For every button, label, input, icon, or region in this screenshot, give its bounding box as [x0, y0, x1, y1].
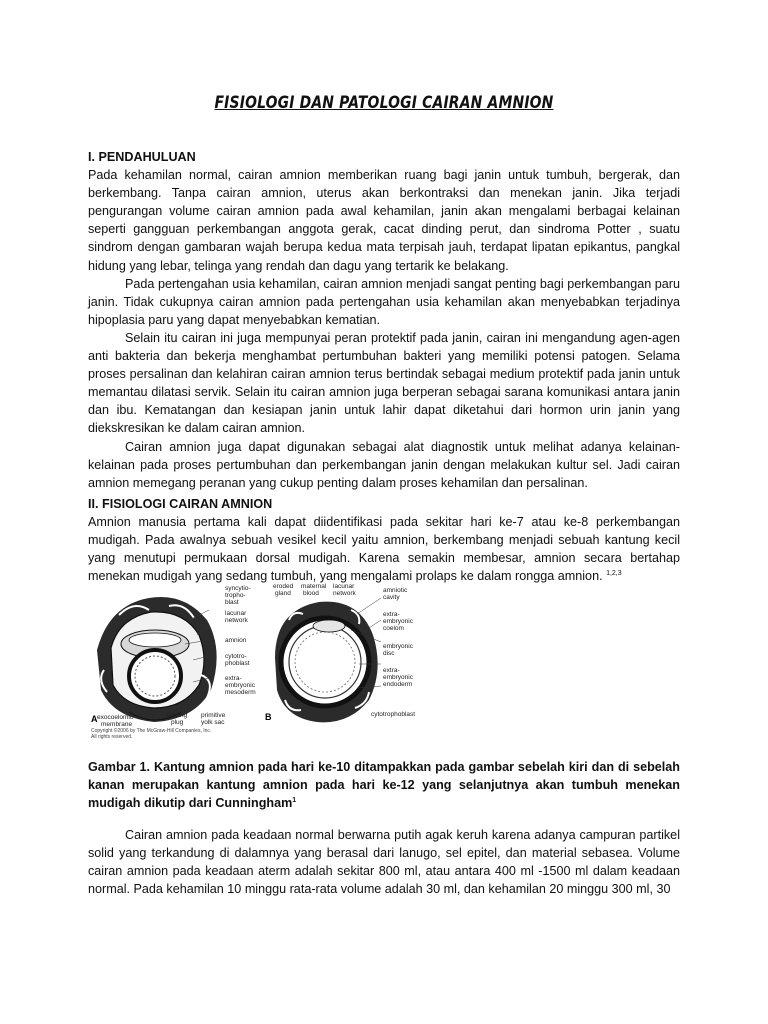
label-extraembryonic-endoderm: endoderm	[383, 681, 413, 688]
section-fisiologi	[88, 495, 680, 585]
section-heading-pendahuluan: I. PENDAHULUAN	[88, 150, 196, 164]
paragraph	[88, 513, 680, 585]
label-syncytiotrophoblast: tropho-	[225, 592, 246, 599]
label-exocoelomic-membrane: membrane	[101, 721, 133, 728]
paragraph: Pada kehamilan normal, cairan amnion memberikan ruang bagi janin untuk tumbuh, bergerak, dan berkembang. Tanpa cairan amnion, uterus akan berkontraksi dan menekan janin. Jika terjadi pengurangan volume cairan amnion pada awal kehamilan, janin akan mengalami berbagai kelainan seperti gangguan perkembangan anggota gerak, cacat dinding perut, dan sindroma Potter , suatu sindrom dengan gambaran wajah berupa kedua mata terpisah jauh, terdapat lipatan epikantus, pangkal hidung yang lebar, telinga yang rendah dan dagu yang tertarik ke belakang.	[88, 168, 680, 273]
document-title: FISIOLOGI DAN PATOLOGI CAIRAN AMNION	[214, 93, 554, 113]
label-syncytiotrophoblast: blast	[225, 599, 239, 606]
label-lacunar-network: network	[333, 590, 356, 597]
figure-rights: All rights reserved.	[91, 734, 133, 740]
label-lacunar-network: lacunar	[333, 583, 355, 590]
amnion-diagram	[89, 580, 461, 740]
label-extraembryonic-coelom: extra-	[383, 611, 400, 618]
label-extraembryonic-endoderm: embryonic	[383, 674, 413, 681]
label-primitive-yolk-sac: primitive	[201, 712, 226, 719]
label-eroded-gland: eroded	[273, 583, 294, 590]
panel-a-letter: A	[91, 714, 98, 724]
label-maternal-blood: maternal	[301, 583, 327, 590]
panel-a	[91, 585, 256, 728]
label-extraembryonic-mesoderm: extra-	[225, 675, 242, 682]
label-extraembryonic-mesoderm: mesoderm	[225, 689, 256, 696]
panel-b	[265, 583, 415, 722]
label-cytotrophoblast: cytotrophoblast	[371, 711, 416, 718]
figure-copyright: Copyright ©2006 by The McGraw-Hill Companies, Inc.	[91, 728, 212, 734]
label-exocoelomic-membrane: exocoelomic	[97, 714, 134, 721]
label-cytotrophoblast: cytotro-	[225, 653, 247, 660]
label-lacunar-network: network	[225, 617, 248, 624]
label-maternal-blood: blood	[303, 590, 319, 597]
panel-b-letter: B	[265, 712, 272, 722]
label-embryonic-disc: embryonic	[383, 643, 413, 650]
section-heading-fisiologi: II. FISIOLOGI CAIRAN AMNION	[88, 497, 273, 511]
figure-caption	[88, 758, 680, 812]
label-closing-plug: plug	[171, 719, 184, 726]
paragraph: Cairan amnion juga dapat digunakan sebagai alat diagnostik untuk melihat adanya kelainan-kelainan pada proses pertumbuhan dan perkembangan janin dengan melakukan kultur sel. Jadi cairan amnion memegang peranan yang cukup penting dalam proses kehamilan dan persalinan.	[88, 439, 680, 490]
amnion-diagram-figure	[89, 580, 461, 740]
label-syncytiotrophoblast: syncytio-	[225, 585, 251, 592]
label-primitive-yolk-sac: yolk sac	[201, 719, 225, 726]
label-cytotrophoblast: phoblast	[225, 660, 250, 667]
caption-text: Gambar 1. Kantung amnion pada hari ke-10 ditampakkan pada gambar sebelah kiri dan di sebelah kanan merupakan kantung amnion pada hari ke-12 yang selanjutnya akan tumbuh menekan mudigah dikutip dari Cunningham	[88, 760, 680, 811]
label-embryonic-disc: disc	[383, 650, 395, 657]
label-extraembryonic-coelom: embryonic	[383, 618, 413, 625]
paragraph: Cairan amnion pada keadaan normal berwarna putih agak keruh karena adanya campuran partikel solid yang terkandung di dalamnya yang berasal dari lanugo, sel epitel, dan material sebasea. Volume cairan amnion pada keadaan aterm adalah sekitar 800 ml, atau antara 400 ml -1500 ml dalam keadaan normal. Pada kehamilan 10 minggu rata-rata volume adalah 30 ml, dan kehamilan 20 minggu 300 ml, 30	[88, 828, 680, 897]
label-extraembryonic-endoderm: extra-	[383, 667, 400, 674]
reference-superscript: 1,2,3	[606, 570, 622, 578]
reference-superscript: 1	[292, 797, 297, 804]
label-amnion: amnion	[225, 637, 247, 644]
label-extraembryonic-mesoderm: embryonic	[225, 682, 255, 689]
label-eroded-gland: gland	[275, 590, 291, 597]
section-continued	[88, 826, 680, 898]
label-closing-plug: closing	[167, 712, 188, 719]
section-pendahuluan	[88, 148, 680, 492]
label-extraembryonic-coelom: coelom	[383, 625, 404, 632]
label-amniotic-cavity: amniotic	[383, 587, 408, 594]
paragraph: Pada pertengahan usia kehamilan, cairan amnion menjadi sangat penting bagi perkembangan paru janin. Tidak cukupnya cairan amnion pada pertengahan usia kehamilan akan menyebabkan terjadinya hipoplasia paru yang dapat menyebabkan kematian.	[88, 276, 680, 327]
paragraph: Selain itu cairan ini juga mempunyai peran protektif pada janin, cairan ini mengandung agen-agen anti bakteria dan bekerja menghambat pertumbuhan bakteri yang memiliki potensi patogen. Selama proses persalinan dan kelahiran cairan amnion terus bertindak sebagai medium protektif pada janin untuk memantau dilatasi servik. Selain itu cairan amnion juga berperan sebagai sarana komunikasi antara janin dan ibu. Kematangan dan kesiapan janin untuk lahir dapat diketahui dari hormon urin janin yang diekskresikan ke dalam cairan amnion.	[88, 330, 680, 436]
paragraph-text: Amnion manusia pertama kali dapat diidentifikasi pada sekitar hari ke-7 atau ke-8 perkembangan mudigah. Pada awalnya sebuah vesikel kecil yaitu amnion, berkembang menjadi sebuah kantung kecil yang menutupi permukaan dorsal mudigah. Karena semakin membesar, amnion secara bertahap menekan mudigah yang sedang tumbuh, yang mengalami prolaps ke dalam rongga amnion.	[88, 515, 680, 584]
label-amniotic-cavity: cavity	[383, 594, 400, 601]
label-lacunar-network: lacunar	[225, 610, 247, 617]
